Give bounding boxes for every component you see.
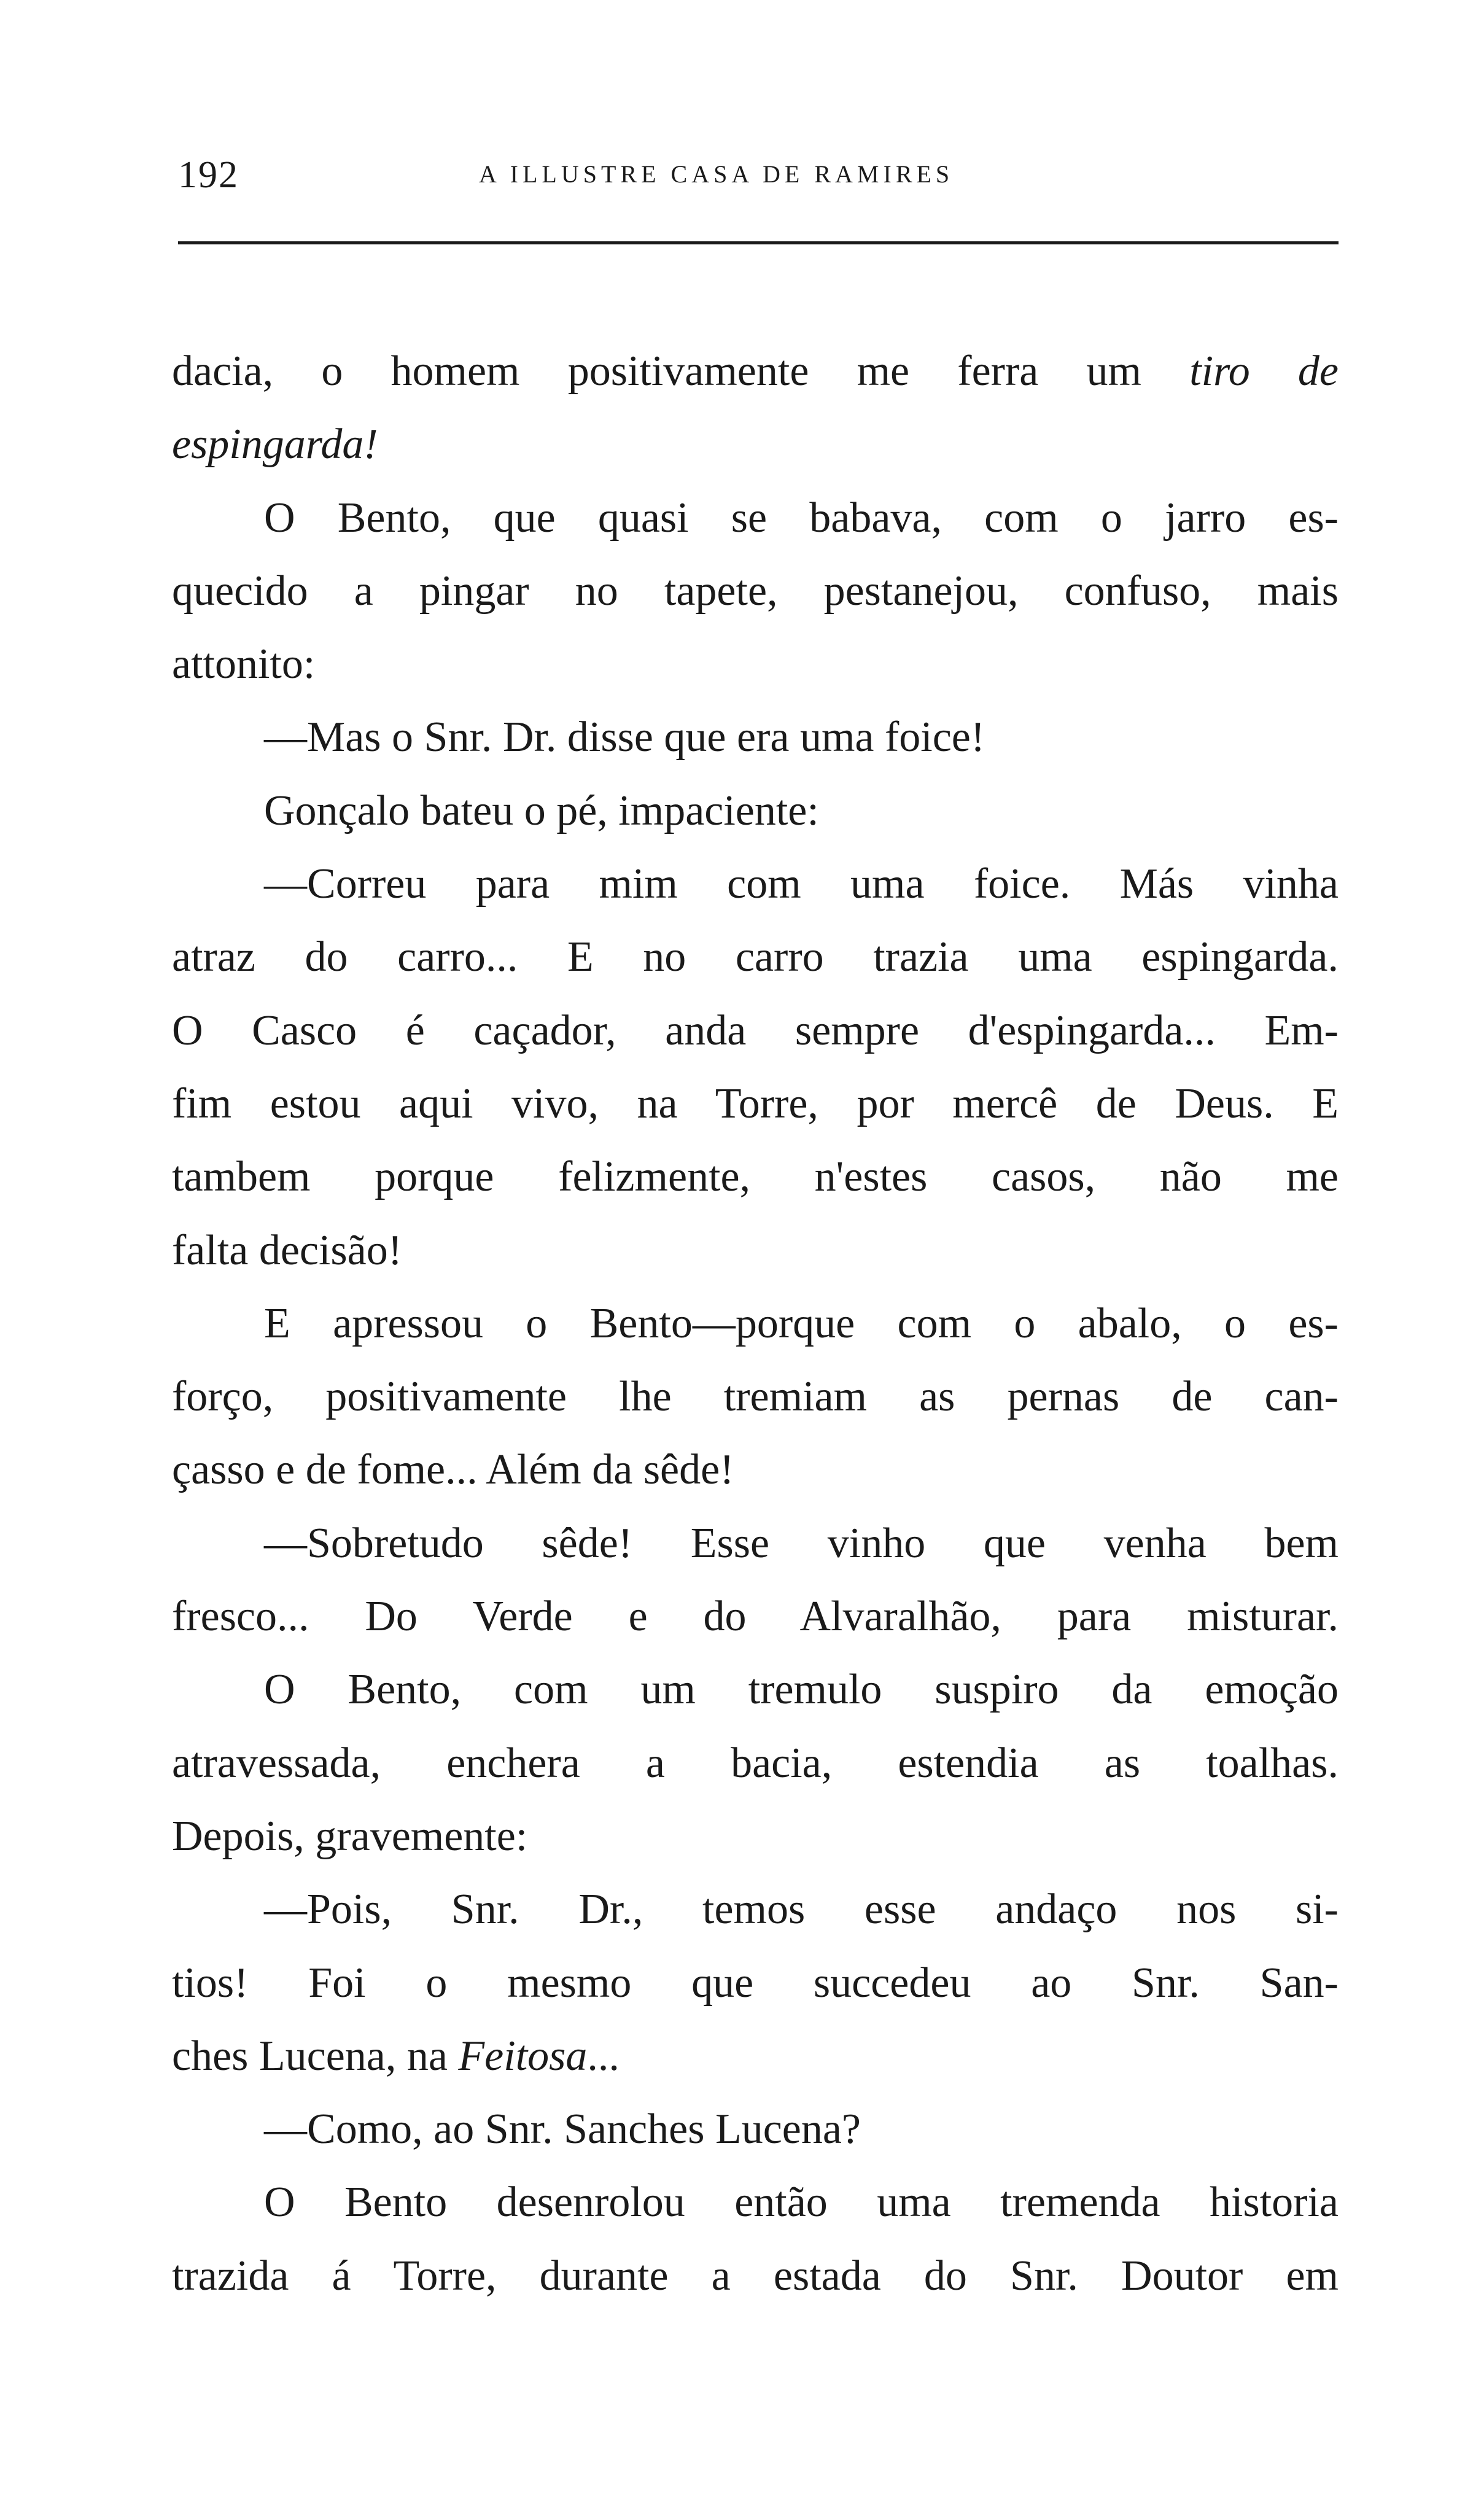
text-line — [172, 1433, 1339, 1506]
text-line — [172, 2239, 1339, 2312]
text-line — [172, 1653, 1339, 1726]
text-segment: —Como, ao Snr. Sanches Lucena? — [264, 2106, 861, 2153]
text-segment: ches Lucena, na — [172, 2032, 459, 2080]
text-line — [172, 2093, 1339, 2166]
text-segment: atraz do carro... E no carro trazia uma espingarda. — [172, 933, 1339, 981]
text-line — [172, 335, 1339, 408]
text-line — [172, 1800, 1339, 1873]
text-segment: trazida á Torre, durante a estada do Snr. Doutor em — [172, 2252, 1339, 2300]
text-segment: dacia, o homem positivamente me ferra um — [172, 348, 1190, 395]
header-rule — [178, 241, 1339, 244]
text-segment: —Pois, Snr. Dr., temos esse andaço nos si- — [264, 1886, 1339, 1934]
text-segment: attonito: — [172, 640, 316, 688]
text-segment: Gonçalo bateu o pé, impaciente: — [264, 787, 819, 834]
text-line — [172, 1067, 1339, 1140]
page-number: 192 — [178, 154, 239, 196]
text-segment: atravessada, enchera a bacia, estendia as toalhas. — [172, 1739, 1339, 1787]
text-line — [172, 554, 1339, 628]
page-header — [178, 141, 1345, 209]
text-segment: çasso e de fome... Além da sêde! — [172, 1446, 734, 1494]
italic-segment: espingarda! — [172, 421, 378, 469]
text-line — [172, 920, 1339, 994]
text-line — [172, 481, 1339, 554]
text-segment: falta decisão! — [172, 1226, 403, 1274]
italic-segment: Feitosa — [458, 2032, 588, 2080]
text-line — [172, 1727, 1339, 1800]
text-segment: O Bento desenrolou então uma tremenda historia — [264, 2179, 1339, 2226]
text-segment: —Mas o Snr. Dr. disse que era uma foice! — [264, 714, 985, 761]
text-segment: —Correu para mim com uma foice. Más vinha — [264, 860, 1339, 908]
text-segment: forço, positivamente lhe tremiam as pernas de can- — [172, 1373, 1339, 1421]
text-segment: fresco... Do Verde e do Alvaralhão, para misturar. — [172, 1593, 1339, 1641]
text-line — [172, 1580, 1339, 1653]
text-line — [172, 628, 1339, 701]
text-line — [172, 1873, 1339, 1946]
text-segment: tambem porque felizmente, n'estes casos, não me — [172, 1153, 1339, 1201]
italic-segment: tiro de — [1189, 348, 1339, 395]
text-line — [172, 774, 1339, 847]
text-line — [172, 1140, 1339, 1213]
text-line — [172, 701, 1339, 774]
text-line — [172, 1360, 1339, 1433]
text-segment: Depois, gravemente: — [172, 1812, 528, 1860]
text-segment: fim estou aqui vivo, na Torre, por mercê de Deus. E — [172, 1079, 1339, 1127]
text-line — [172, 408, 1339, 481]
body-text — [172, 335, 1339, 2312]
text-segment: O Bento, que quasi se babava, com o jarro es- — [264, 494, 1339, 542]
text-line — [172, 2020, 1339, 2093]
text-segment: tios! Foi o mesmo que succedeu ao Snr. San- — [172, 1959, 1339, 2007]
text-segment: O Bento, com um tremulo suspiro da emoção — [264, 1666, 1339, 1714]
text-segment: quecido a pingar no tapete, pestanejou, confuso, mais — [172, 567, 1339, 615]
text-segment: E apressou o Bento—porque com o abalo, o es- — [264, 1299, 1339, 1347]
text-line — [172, 1507, 1339, 1580]
text-line — [172, 994, 1339, 1067]
text-line — [172, 1946, 1339, 2020]
text-line — [172, 1287, 1339, 1360]
text-segment: O Casco é caçador, anda sempre d'espingarda... Em- — [172, 1006, 1339, 1054]
text-segment: —Sobretudo sêde! Esse vinho que venha bem — [264, 1519, 1339, 1567]
text-line — [172, 2166, 1339, 2239]
running-title: A ILLUSTRE CASA DE RAMIRES — [479, 160, 954, 188]
text-line — [172, 847, 1339, 920]
text-line — [172, 1214, 1339, 1287]
text-segment: ... — [587, 2032, 620, 2080]
